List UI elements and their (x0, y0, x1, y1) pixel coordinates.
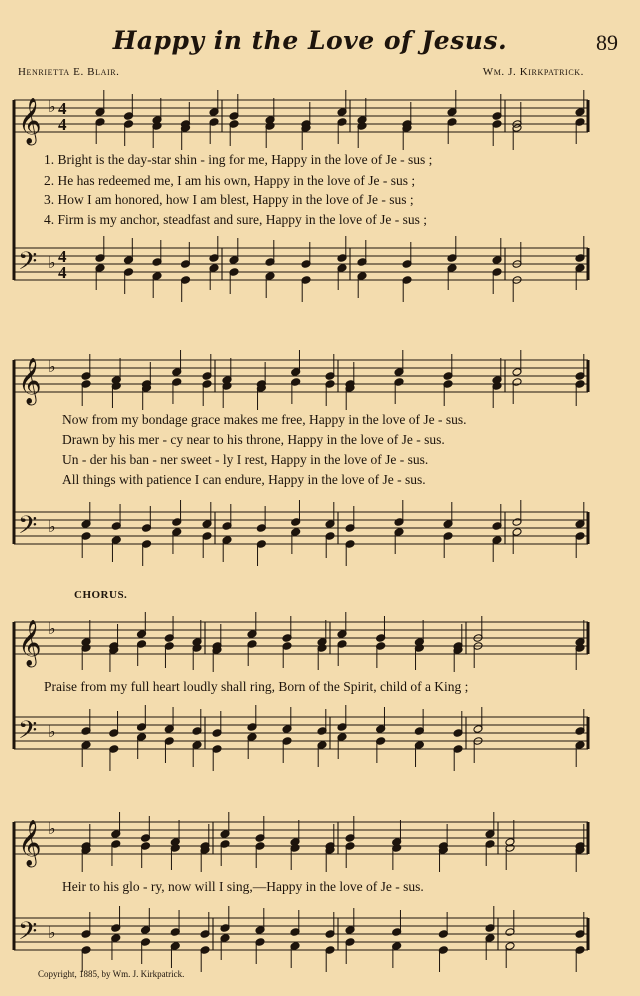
verse-2-line (44, 174, 415, 188)
verse-number: 1. (44, 152, 55, 167)
verse-text: Bright is the day-star shin - ing for me, Happy in the love of Je - sus ; (57, 152, 433, 167)
treble-clef-icon: 𝄞 (18, 358, 42, 404)
verse-number: 3. (44, 192, 55, 207)
flat-icon: ♭ (48, 722, 56, 741)
flat-icon: ♭ (48, 97, 56, 116)
treble-clef-icon: 𝄞 (18, 98, 42, 144)
treble-clef-icon: 𝄞 (18, 620, 42, 666)
verse-3-line-2: Un - der his ban - ner sweet - ly I rest, Happy in the love of Je - sus. (62, 452, 429, 467)
flat-icon: ♭ (48, 619, 56, 638)
bass-clef-icon: 𝄢 (18, 917, 38, 952)
flat-icon: ♭ (48, 819, 56, 838)
flat-icon: ♭ (48, 357, 56, 376)
verse-1-line (44, 153, 432, 167)
treble-clef-icon: 𝄞 (18, 820, 42, 866)
chorus-line-1: Praise from my full heart loudly shall ring, Born of the Spirit, child of a King ; (44, 679, 469, 694)
bass-clef-icon: 𝄢 (18, 716, 38, 751)
verse-number: 2. (44, 173, 55, 188)
verse-text: He has redeemed me, I am his own, Happy in the love of Je - sus ; (57, 173, 416, 188)
hymn-title: Happy in the Love of Jesus. (112, 26, 508, 55)
verse-3-line (44, 193, 414, 207)
verse-4-line (44, 213, 427, 227)
time-signature-bottom: 4 (58, 263, 67, 282)
flat-icon: ♭ (48, 253, 56, 272)
bass-clef-icon: 𝄢 (18, 247, 38, 282)
flat-icon: ♭ (48, 923, 56, 942)
verse-2-line-2: Drawn by his mer - cy near to his throne, Happy in the love of Je - sus. (62, 432, 445, 447)
bass-clef-icon: 𝄢 (18, 511, 38, 546)
verse-number: 4. (44, 212, 55, 227)
chorus-label: CHORUS. (74, 589, 128, 601)
page-number: 89 (596, 30, 618, 55)
chorus-line-2: Heir to his glo - ry, now will I sing,—Happy in the love of Je - sus. (62, 879, 424, 894)
time-signature-top: 4 (58, 99, 67, 118)
verse-1-line-2: Now from my bondage grace makes me free, Happy in the love of Je - sus. (62, 412, 467, 427)
lyricist-credit: Henrietta E. Blair. (18, 66, 120, 78)
verse-text: Firm is my anchor, steadfast and sure, Happy in the love of Je - sus ; (57, 212, 428, 227)
flat-icon: ♭ (48, 517, 56, 536)
verse-text: How I am honored, how I am blest, Happy in the love of Je - sus ; (57, 192, 414, 207)
verse-4-line-2: All things with patience I can endure, Happy in the love of Je - sus. (62, 472, 426, 487)
composer-credit: Wm. J. Kirkpatrick. (482, 66, 584, 78)
time-signature-bottom: 4 (58, 115, 67, 134)
copyright-notice: Copyright, 1885, by Wm. J. Kirkpatrick. (38, 969, 185, 979)
time-signature-top: 4 (58, 247, 67, 266)
